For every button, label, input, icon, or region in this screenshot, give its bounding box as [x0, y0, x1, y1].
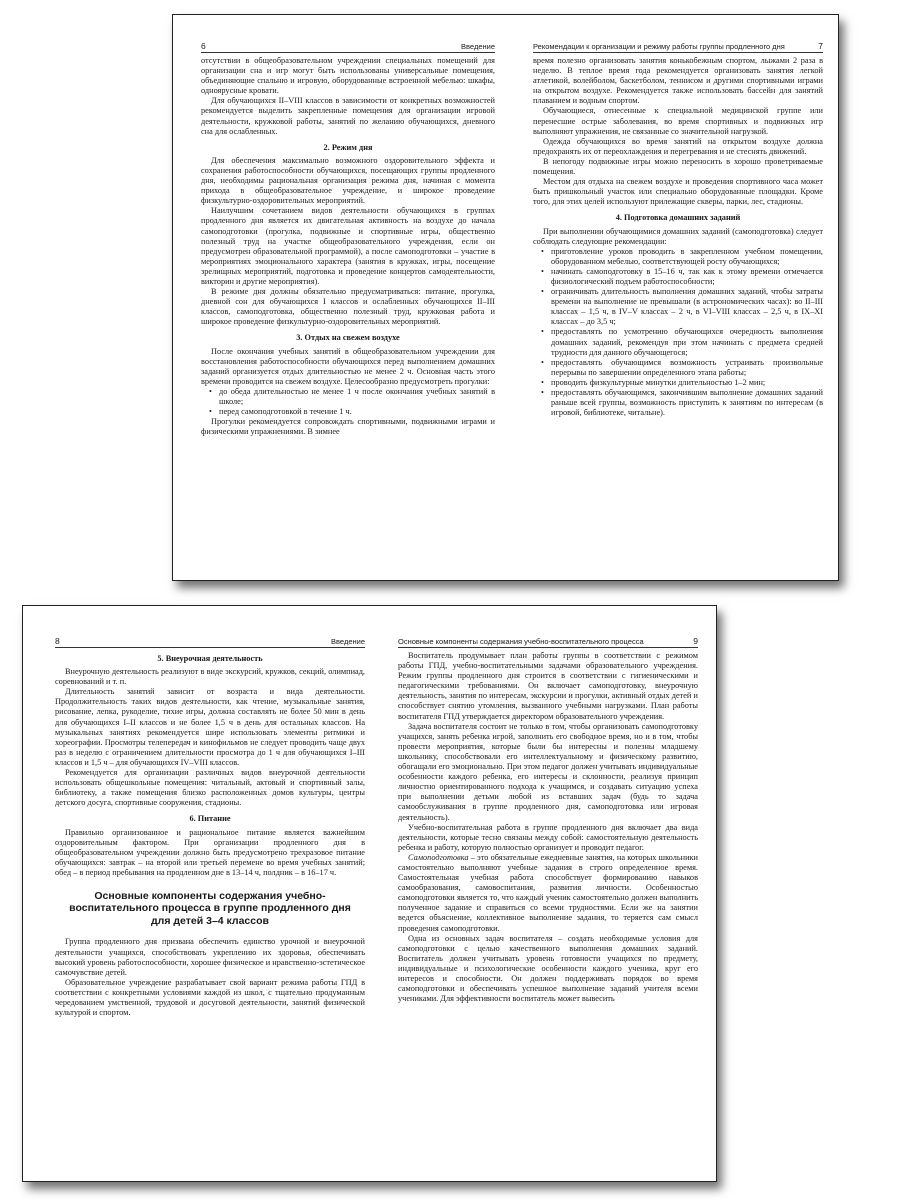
- running-header-title: Основные компоненты содержания учебно-воспитательного процесса: [398, 637, 644, 646]
- paragraph: Образовательное учреждение разрабатывает свой вариант режима работы ГПД в соответствии с конкретными условиями каждой из школ, с тщательно продуманным чередованием умственной, трудовой и досуговой деятельности, занятий физической культурой и спортом.: [55, 977, 365, 1018]
- page-6: [201, 41, 495, 566]
- list-item: • начинать самоподготовку в 15–16 ч, так как к этому времени отмечается физиологический подъем работоспособности;: [533, 267, 823, 287]
- paragraph: Рекомендуется для организации различных видов внеурочной деятельности использовать общешкольные помещения: читальный, актовый и спортивный залы, библиотеку, а также помещения близко расположенных домов культуры, центры детского досуга, спортивные сооружения, стадионы.: [55, 768, 365, 808]
- paragraph: [398, 853, 698, 934]
- section-heading: 6. Питание: [189, 814, 231, 824]
- book-spread-pages-6-7: [172, 14, 839, 581]
- paragraph: Длительность занятий зависит от возраста и вида деятельности. Продолжительность таких видов деятельности, как чтение, музыкальные занятия, рисование, лепка, рукоделие, тихие игры, должна составлять не более 50 мин в день для обучающихся I–II классов и не более 1,5 ч в день для остальных классов. На музыкальных занятиях рекомендуется шире использовать элементы ритмики и хореографии. Просмотры телепередач и кинофильмов не следует проводить чаще двух раз в неделю с ограничением длительности просмотра до 1 ч для обучающихся I–III классов и 1,5 ч – для обучающихся IV–VIII классов.: [55, 687, 365, 767]
- running-header-title: Введение: [461, 42, 495, 51]
- paragraph: Для обеспечения максимально возможного оздоровительного эффекта и сохранения работоспособности обучающихся, посещающих группы продленного дня, необходимы рациональная организация режима дня, начиная с момента прихода в общеобразовательное учреждение, и широкое проведение физкультурно-оздоровительных мероприятий.: [201, 155, 495, 206]
- chapter-title: Основные компоненты содержания учебно-воспитательного процесса в группе продленного дня для детей 3–4 классов: [69, 889, 351, 927]
- paragraph: Одна из основных задач воспитателя – создать необходимые условия для самоподготовки с целью качественного выполнения домашних заданий. Воспитатель должен учитывать уровень готовности учащихся по предмету, индивидуальные и психологические особенности каждого ученика, круг его интересов и способности. Он должен поддерживать порядок во время самоподготовки и обеспечивать успешное выполнение заданий учителя всеми учениками. Для эффективности воспитатель может вывесить: [398, 933, 698, 1004]
- list-item: • ограничивать длительность выполнения домашних заданий, чтобы затраты времени на выполнение не превышали (в астрономических часах): во II–III классах – 1,5 ч, в IV–V классах – 2 ч, в VI–VIII классах – 2,5 ч, в IX–XI классах – до 3,5 ч;: [533, 287, 823, 327]
- section-heading: 4. Подготовка домашних заданий: [615, 213, 741, 223]
- list-item: • предоставлять обучающимся, закончившим выполнение домашних заданий раньше всей группы, возможность приступить к занятиям по интересам (в игровой, библиотеке, читальне).: [533, 388, 823, 418]
- bullet-list: [533, 247, 823, 419]
- page-body: [533, 56, 823, 418]
- section-heading: 5. Внеурочная деятельность: [157, 654, 263, 663]
- page-body: [201, 56, 495, 437]
- paragraph: В режиме дня должны обязательно предусматриваться: питание, прогулка, дневной сон для обучающихся I классов и ослабленных обучающихся II–III классов, самоподготовка, общественно полезный труд, кружковая работа и широкое проведение физкультурно-оздоровительных мероприятий.: [201, 287, 495, 327]
- paragraph: Прогулки рекомендуется сопровождать спортивными, подвижными играми и физическими упражнениями. В зимнее: [201, 417, 495, 437]
- book-spread-pages-8-9: [22, 605, 717, 1182]
- paragraph-text: – это обязательные ежедневные занятия, на которых школьники самостоятельно выполняют учебные задания в строго определенное время. Самостоятельная учебная работа способствует формированию навыков самообразования, самовоспитания, развития личности. Особенностью самоподготовки является то, что каждый ученик самостоятельно должен выполнить полученное задание и справиться со всеми трудностями. Если же на занятии ведется объяснение, коллективное выполнение задания, то теряется сам смысл проведения самоподготовки.: [398, 852, 698, 933]
- paragraph: Наилучшим сочетанием видов деятельности обучающихся в группах продленного дня является их двигательная активность на воздухе до начала самоподготовки (прогулка, подвижные и спортивные игры, общественно полезный труд на участке общеобразовательного учреждения, если он предусмотрен образовательной программой), а после самоподготовки – участие в мероприятиях эмоционального характера (занятия в кружках, игры, посещение зрелищных мероприятий, подготовка и проведение концертов самодеятельности, викторин и другие мероприятия).: [201, 206, 495, 286]
- paragraph: В непогоду подвижные игры можно переносить в хорошо проветриваемые помещения.: [533, 156, 823, 177]
- paragraph: Для обучающихся II–VIII классов в зависимости от конкретных возможностей рекомендуется выделить закрепленные помещения для организации игровой деятельности, кружковой работы, занятий по желанию обучающихся, дневного сна для ослабленных.: [201, 96, 495, 136]
- bullet-list: [201, 387, 495, 417]
- paragraph: время полезно организовать занятия конькобежным спортом, лыжами 2 раза в неделю. В теплое время года рекомендуется организовать занятия легкой атлетикой, волейболом, баскетболом, теннисом и другими спортивными играми на открытом воздухе. Рекомендуется также использовать бассейн для занятий плаванием и водным спортом.: [533, 56, 823, 106]
- page-8: [55, 636, 365, 1167]
- page-number: 7: [818, 41, 823, 51]
- paragraph: Группа продленного дня призвана обеспечить единство урочной и внеурочной деятельности учащихся, способствовать укреплению их здоровья, обеспечивать высокий уровень работоспособности, хорошее физическое и нравственно-эстетическое самочувствие детей.: [55, 937, 365, 977]
- running-header-title: Рекомендации к организации и режиму работы группы продленного дня: [533, 42, 785, 51]
- paragraph: Учебно-воспитательная работа в группе продленного дня включает два вида деятельности, которые тесно связаны между собой: самостоятельную деятельность ребенка и работу, которую полностью организует и проводит педагог.: [398, 822, 698, 852]
- paragraph: Местом для отдыха на свежем воздухе и проведения спортивного часа может быть пришкольный участок или специально оборудованные площадки. Кроме того, для этих целей используют прилежащие скверы, парки, лес, стадионы.: [533, 177, 823, 207]
- italic-term: Самоподготовка: [408, 852, 469, 862]
- section-heading: 3. Отдых на свежем воздухе: [296, 333, 400, 343]
- running-header: [201, 41, 495, 53]
- page-body: [398, 651, 698, 1004]
- page-9: [398, 636, 698, 1167]
- paragraph: Одежда обучающихся во время занятий на открытом воздухе должна предохранять их от переохлаждения и перегревания и не стеснять движений.: [533, 136, 823, 156]
- page-7: [533, 41, 823, 566]
- page-body: [55, 654, 365, 1018]
- list-item: • предоставлять обучающимся возможность устраивать произвольные перерывы по завершении определенного этапа работы;: [533, 358, 823, 378]
- section-heading: 2. Режим дня: [323, 142, 373, 152]
- list-item: • перед самоподготовкой в течение 1 ч.: [201, 407, 495, 417]
- running-header-title: Введение: [331, 637, 365, 646]
- page-number: 9: [693, 636, 698, 646]
- paragraph: Обучающиеся, отнесенные к специальной медицинской группе или перенесшие острые заболевания, во время спортивных и подвижных игр выполняют упражнения, не связанные со значительной нагрузкой.: [533, 106, 823, 136]
- list-item: • проводить физкультурные минутки длительностью 1–2 мин;: [533, 378, 823, 388]
- paragraph: Задача воспитателя состоит не только в том, чтобы организовать самоподготовку учащихся, занять ребенка игрой, заполнить его свободное время, но и в том, чтобы провести мероприятия, которые были бы интересны и полезны младшему школьнику, способствовали его интеллектуальному и физическому развитию, обогащали его эмоционально. При этом педагог должен учитывать индивидуальные особенности каждого ребенка, его интересы и склонности, реализуя принцип личностно ориентированного подхода к учащимся, и создавать ситуацию успеха при выполнении детьми любой из вставших задач (будь то задача самообслуживания в группе продленного дня, самоподготовка или игровая деятельность).: [398, 721, 698, 822]
- page-number: 8: [55, 636, 60, 646]
- paragraph: Воспитатель продумывает план работы группы в соответствии с режимом работы ГПД, учебно-воспитательными задачами образовательного учреждения. Режим группы продленного дня строится в соответствии с гигиеническими и педагогическими требованиями. Он включает самоподготовку, внеурочную деятельность, занятия по интересам, экскурсии и прогулки, активный отдых детей и способствует снятию утомления, вызванного учебными нагрузками. План работы воспитателя ГПД утверждается директором образовательного учреждения.: [398, 651, 698, 721]
- running-header: [398, 636, 698, 648]
- running-header: [533, 41, 823, 53]
- paragraph: Внеурочную деятельность реализуют в виде экскурсий, кружков, секций, олимпиад, соревнований и т. п.: [55, 667, 365, 687]
- paragraph: отсутствии в общеобразовательном учреждении специальных помещений для организации сна и игр могут быть использованы универсальные помещения, объединяющие спальню и игровую, оборудованные встроенной мебелью: шкафы, одноярусные кровати.: [201, 56, 495, 96]
- list-item: • предоставлять по усмотрению обучающихся очередность выполнения домашних заданий, рекомендуя при этом начинать с предмета средней трудности для данного обучающегося;: [533, 327, 823, 357]
- page-number: 6: [201, 41, 206, 51]
- list-item: • до обеда длительностью не менее 1 ч после окончания учебных занятий в школе;: [201, 387, 495, 407]
- paragraph: После окончания учебных занятий в общеобразовательном учреждении для восстановления работоспособности обучающихся перед выполнением домашних заданий организуется отдых длительностью не менее 2 ч. Основная часть этого времени проводится на свежем воздухе. Целесообразно предусмотреть прогулки:: [201, 346, 495, 386]
- paragraph: При выполнении обучающимися домашних заданий (самоподготовка) следует соблюдать следующие рекомендации:: [533, 226, 823, 246]
- running-header: [55, 636, 365, 648]
- paragraph: Правильно организованное и рациональное питание является важнейшим оздоровительным фактором. При организации продленного дня в общеобразовательном учреждении должно быть предусмотрено трехразовое питание обучающихся: завтрак – на второй или третьей перемене во время учебных занятий; обед – в период пребывания на продленном дне в 13–14 ч, полдник – в 16–17 ч.: [55, 827, 365, 877]
- list-item: • приготовление уроков проводить в закрепленном учебном помещении, оборудованном мебелью, соответствующей росту обучающихся;: [533, 247, 823, 267]
